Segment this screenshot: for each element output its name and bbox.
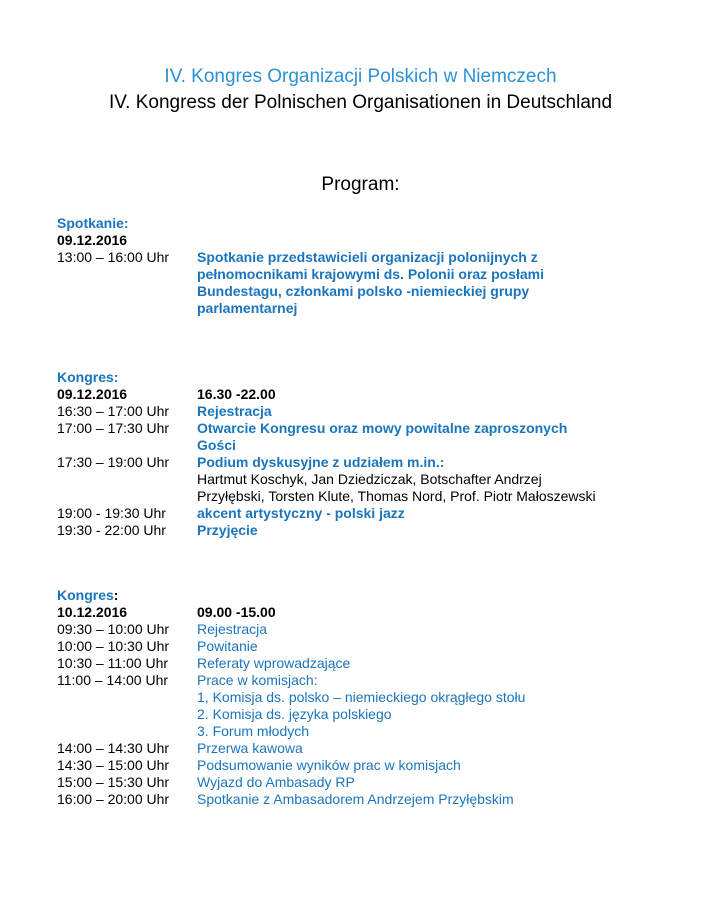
section-heading-text: Spotkanie (57, 215, 124, 231)
time-cell (57, 488, 197, 505)
title-polish: IV. Kongres Organizacji Polskich w Niemczech (164, 66, 557, 87)
entry-cell: Hartmut Koschyk, Jan Dziedziczak, Botschafter Andrzej (197, 471, 542, 487)
time-cell (57, 300, 197, 317)
time-cell: 17:30 – 19:00 Uhr (57, 454, 170, 470)
schedule-row (57, 454, 697, 471)
schedule-row (57, 249, 697, 266)
schedule-row (57, 266, 697, 283)
entry-cell: Przerwa kawowa (197, 740, 303, 756)
schedule-row (57, 522, 697, 539)
schedule-row (57, 723, 697, 740)
time-cell: 16:00 – 20:00 Uhr (57, 791, 170, 807)
time-cell (57, 471, 197, 488)
entry-cell: Rejestracja (197, 403, 272, 419)
date-cell: 09.12.2016 (57, 386, 128, 402)
time-cell (57, 266, 197, 283)
section-kongres-day1 (57, 369, 697, 539)
entry-cell: Powitanie (197, 638, 258, 654)
entry-cell: 1, Komisja ds. polsko – niemieckiego okrągłego stołu (197, 689, 526, 705)
schedule-row (57, 638, 697, 655)
entry-cell: Gości (197, 437, 236, 453)
date-row (57, 386, 697, 403)
session-time-cell (197, 232, 697, 249)
section-heading (57, 369, 697, 386)
time-cell: 17:00 – 17:30 Uhr (57, 420, 170, 436)
entry-cell: pełnomocnikami krajowymi ds. Polonii oraz posłami (197, 266, 544, 282)
schedule-row (57, 791, 697, 808)
schedule-row (57, 471, 697, 488)
date-cell: 10.12.2016 (57, 604, 128, 620)
schedule-row (57, 420, 697, 437)
entry-cell: Spotkanie przedstawicieli organizacji polonijnych z (197, 249, 538, 265)
section-heading-colon: : (113, 587, 119, 603)
entry-cell: akcent artystyczny - polski jazz (197, 505, 405, 521)
schedule-row (57, 300, 697, 317)
title-german: IV. Kongress der Polnischen Organisationen in Deutschland (108, 92, 613, 113)
schedule-row (57, 283, 697, 300)
time-cell: 13:00 – 16:00 Uhr (57, 249, 170, 265)
entry-cell: Otwarcie Kongresu oraz mowy powitalne zaproszonych (197, 420, 568, 436)
entry-cell: Wyjazd do Ambasady RP (197, 774, 355, 790)
time-cell (57, 283, 197, 300)
schedule-row (57, 488, 697, 505)
time-cell: 15:00 – 15:30 Uhr (57, 774, 170, 790)
entry-cell: Rejestracja (197, 621, 268, 637)
session-time-cell: 16.30 -22.00 (197, 386, 276, 402)
time-cell: 09:30 – 10:00 Uhr (57, 621, 170, 637)
entry-cell: Spotkanie z Ambasadorem Andrzejem Przyłębskim (197, 791, 514, 807)
schedule-row (57, 505, 697, 522)
time-cell (57, 689, 197, 706)
schedule-row (57, 655, 697, 672)
document-header (0, 64, 721, 116)
time-cell: 10:30 – 11:00 Uhr (57, 655, 169, 671)
section-heading (57, 215, 697, 232)
schedule-row (57, 757, 697, 774)
schedule-row (57, 672, 697, 689)
schedule-row (57, 621, 697, 638)
entry-cell: Referaty wprowadzające (197, 655, 351, 671)
section-spotkanie (57, 215, 697, 317)
time-cell: 14:30 – 15:00 Uhr (57, 757, 170, 773)
schedule-content (0, 215, 721, 808)
time-cell: 16:30 – 17:00 Uhr (57, 403, 170, 419)
time-cell (57, 437, 197, 454)
time-cell (57, 723, 197, 740)
schedule-row (57, 774, 697, 791)
section-heading-text: Kongres (57, 369, 114, 385)
date-row (57, 604, 697, 621)
time-cell: 11:00 – 14:00 Uhr (57, 672, 169, 688)
section-heading-colon: : (123, 215, 129, 231)
schedule-row (57, 706, 697, 723)
program-heading: Program: (321, 174, 400, 195)
schedule-row (57, 740, 697, 757)
time-cell: 14:00 – 14:30 Uhr (57, 740, 170, 756)
entry-cell: 2. Komisja ds. języka polskiego (197, 706, 392, 722)
schedule-row (57, 437, 697, 454)
entry-cell: Bundestagu, członkami polsko -niemieckiej grupy (197, 283, 530, 299)
date-cell: 09.12.2016 (57, 232, 128, 248)
entry-cell: Przyłębski, Torsten Klute, Thomas Nord, Prof. Piotr Małoszewski (197, 488, 596, 504)
session-time-cell: 09.00 -15.00 (197, 604, 276, 620)
schedule-row (57, 403, 697, 420)
section-heading-text: Kongres (57, 587, 114, 603)
section-kongres-day2 (57, 587, 697, 808)
entry-cell: parlamentarnej (197, 300, 298, 316)
section-heading (57, 587, 697, 604)
entry-cell: 3. Forum młodych (197, 723, 310, 739)
section-heading-colon: : (113, 369, 119, 385)
entry-cell: Przyjęcie (197, 522, 258, 538)
schedule-row (57, 689, 697, 706)
time-cell (57, 706, 197, 723)
time-cell: 19:00 - 19:30 Uhr (57, 505, 166, 521)
entry-cell: Prace w komisjach: (197, 672, 318, 688)
time-cell: 10:00 – 10:30 Uhr (57, 638, 170, 654)
time-cell: 19:30 - 22:00 Uhr (57, 522, 166, 538)
entry-cell: Podium dyskusyjne z udziałem m.in.: (197, 454, 445, 470)
entry-cell: Podsumowanie wyników prac w komisjach (197, 757, 461, 773)
date-row (57, 232, 697, 249)
